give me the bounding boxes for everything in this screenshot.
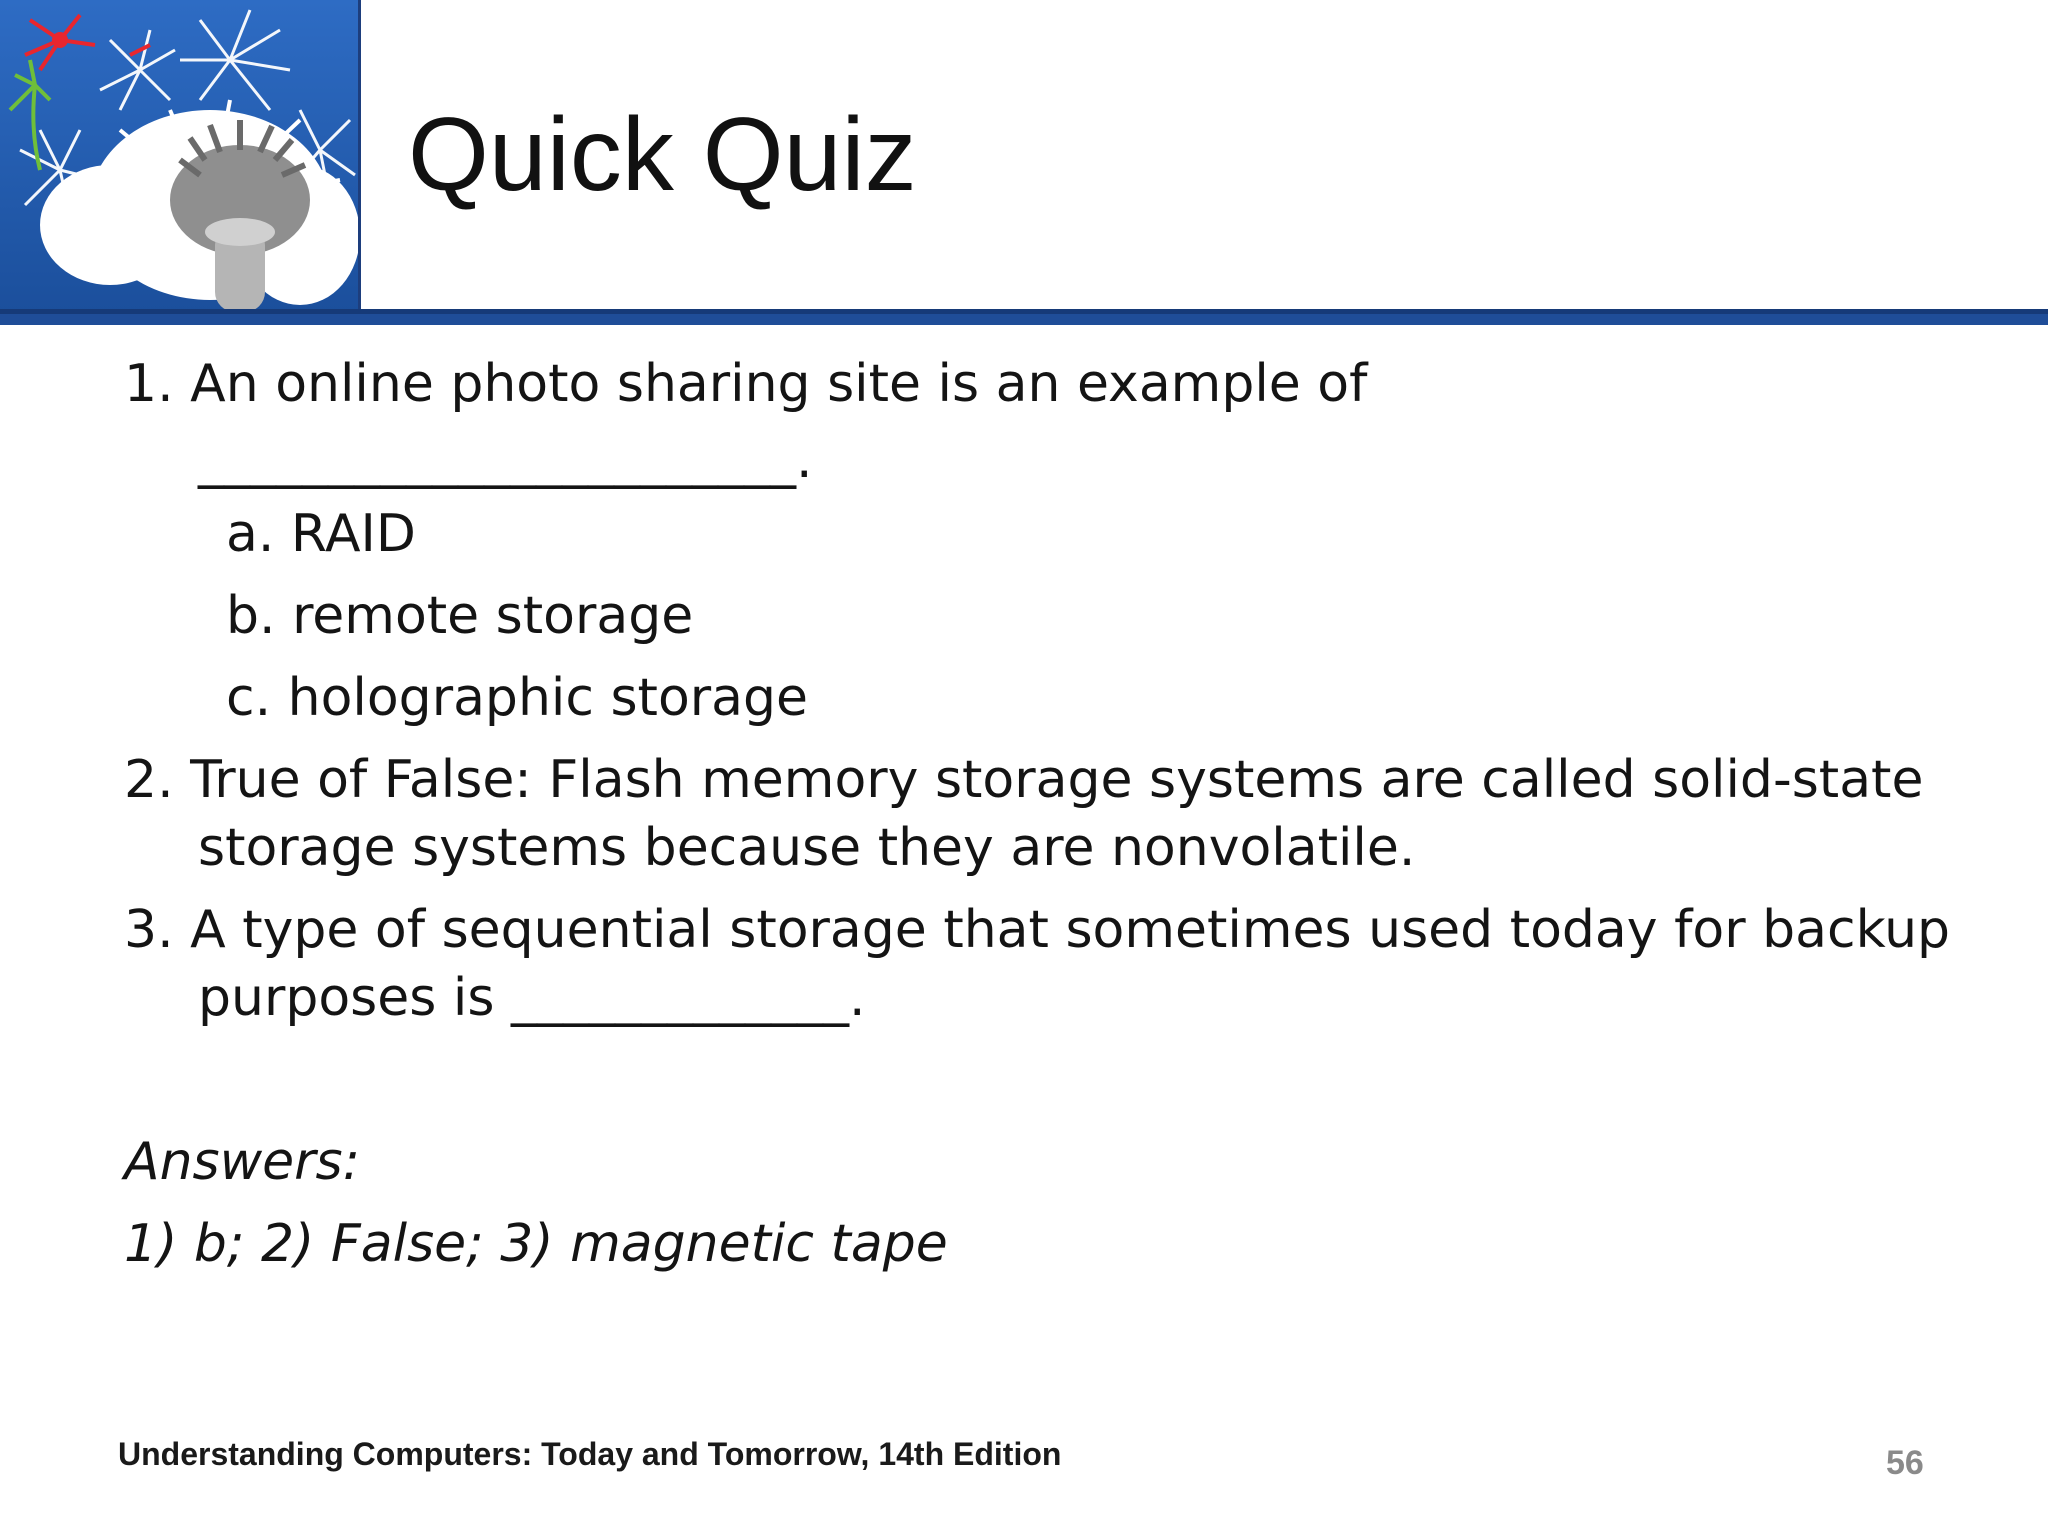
question-2-text: 2. True of False: Flash memory storage systems are called solid-state [124,750,1924,810]
question-1-option-c: c. holographic storage [226,668,809,728]
question-3-text: 3. A type of sequential storage that sometimes used today for backup [124,900,1951,960]
question-1-option-a: a. RAID [226,504,416,564]
footer-book-title: Understanding Computers: Today and Tomorrow, 14th Edition [118,1436,1062,1472]
question-1-option-b: b. remote storage [226,586,694,646]
question-1-text: 1. An online photo sharing site is an example of [124,354,1368,414]
page-number: 56 [1886,1444,1924,1482]
slide-title: Quick Quiz [408,97,917,213]
question-2-continuation: storage systems because they are nonvolatile. [198,818,1416,878]
question-3-continuation: purposes is _____________. [198,968,866,1028]
answers-label: Answers: [124,1132,361,1192]
answers-text: 1) b; 2) False; 3) magnetic tape [124,1214,948,1274]
question-1-blank: _______________________. [198,430,813,490]
